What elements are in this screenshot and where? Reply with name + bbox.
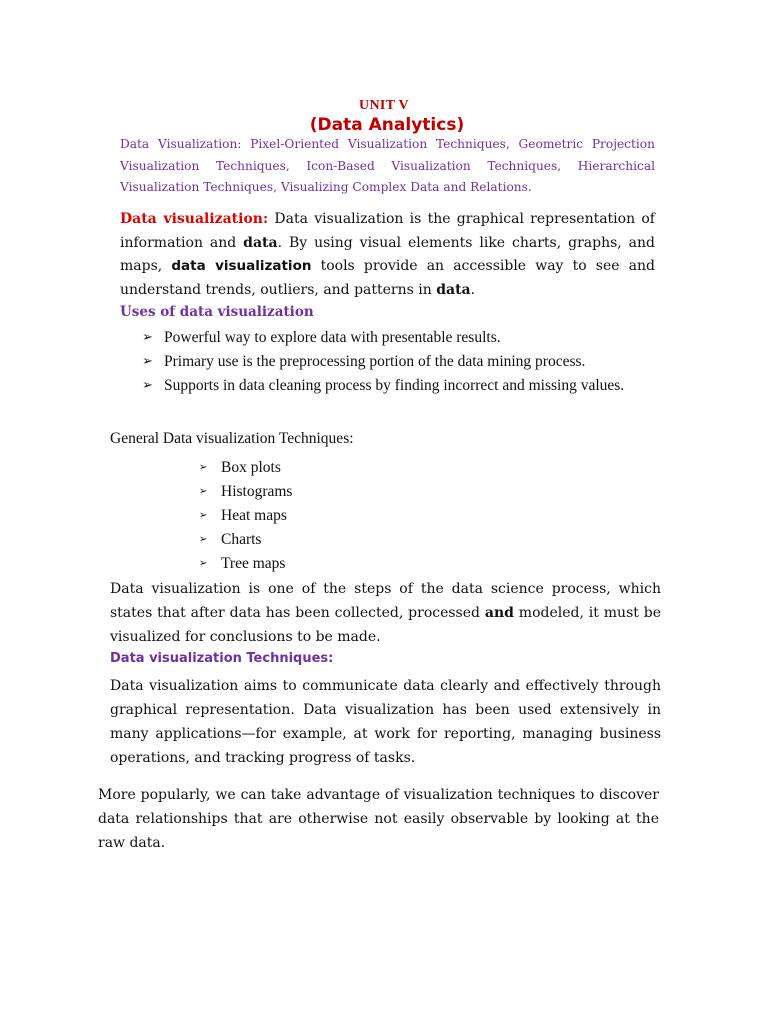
list-item-text: Primary use is the preprocessing portion of the data mining process. xyxy=(164,353,586,370)
arrow-bullet-icon: ➢ xyxy=(142,330,153,345)
list-item xyxy=(142,375,662,396)
process-paragraph xyxy=(110,577,661,649)
process-text-1: Data visualization is one of the steps of the data science process, which states that after data has been collected, processed xyxy=(110,581,661,621)
list-item xyxy=(199,528,292,552)
list-item xyxy=(199,480,292,504)
list-item-text: Supports in data cleaning process by finding incorrect and missing values. xyxy=(164,377,625,394)
definition-text-4: . xyxy=(470,281,476,298)
arrow-bullet-icon: ➢ xyxy=(142,378,153,393)
definition-bold-2: data visualization xyxy=(171,258,312,274)
list-item-text: Heat maps xyxy=(221,507,287,524)
list-item-text: Histograms xyxy=(221,483,293,500)
list-item-text: Charts xyxy=(221,531,262,548)
closing-paragraph: More popularly, we can take advantage of visualization techniques to discover data relationships that are otherwise not easily observable by looking at the raw data. xyxy=(98,787,659,851)
process-bold: and xyxy=(484,605,514,621)
definition-term: Data visualization: xyxy=(120,211,269,227)
document-title: (Data Analytics) xyxy=(309,115,465,135)
topics-summary: Data Visualization: Pixel-Oriented Visualization Techniques, Geometric Projection Visualization Techniques, Icon-Based Visualization Techniques, Hierarchical Visualization Techniques, Visualizing Complex Data and Relations. xyxy=(120,137,655,194)
arrow-bullet-icon: ➢ xyxy=(199,486,208,497)
arrow-bullet-icon: ➢ xyxy=(199,462,208,473)
arrow-bullet-icon: ➢ xyxy=(199,558,208,569)
general-techniques-heading: General Data visualization Techniques: xyxy=(110,430,354,447)
general-techniques-list xyxy=(199,456,292,576)
arrow-bullet-icon: ➢ xyxy=(199,534,208,545)
definition-bold-1: data xyxy=(243,234,278,251)
list-item xyxy=(142,351,662,372)
list-item-text: Box plots xyxy=(221,459,281,476)
unit-label: UNIT V xyxy=(359,98,409,113)
definition-text-1: Data visualization is the graphical representation of information and xyxy=(120,211,655,251)
process-text-2: modeled, it must be visualized for conclusions to be made. xyxy=(110,605,661,645)
uses-heading: Uses of data visualization xyxy=(120,304,314,320)
list-item xyxy=(199,456,292,480)
definition-bold-3: data xyxy=(436,281,471,298)
techniques-paragraph: Data visualization aims to communicate data clearly and effectively through graphical representation. Data visualization has been used extensively in many applications—for example, at work for reporting, managing business operations, and tracking progress of tasks. xyxy=(110,678,661,766)
definition-paragraph xyxy=(120,208,655,302)
list-item xyxy=(199,552,292,576)
list-item-text: Tree maps xyxy=(221,555,286,572)
arrow-bullet-icon: ➢ xyxy=(199,510,208,521)
list-item-text: Powerful way to explore data with presentable results. xyxy=(164,329,501,346)
definition-text-2: . By using visual elements like charts, graphs, and maps, xyxy=(120,234,655,274)
list-item xyxy=(142,327,662,348)
uses-list xyxy=(142,327,662,399)
definition-text-3: tools provide an accessible way to see and understand trends, outliers, and patterns in xyxy=(120,258,655,298)
techniques-heading: Data visualization Techniques: xyxy=(110,651,334,666)
arrow-bullet-icon: ➢ xyxy=(142,354,153,369)
list-item xyxy=(199,504,292,528)
